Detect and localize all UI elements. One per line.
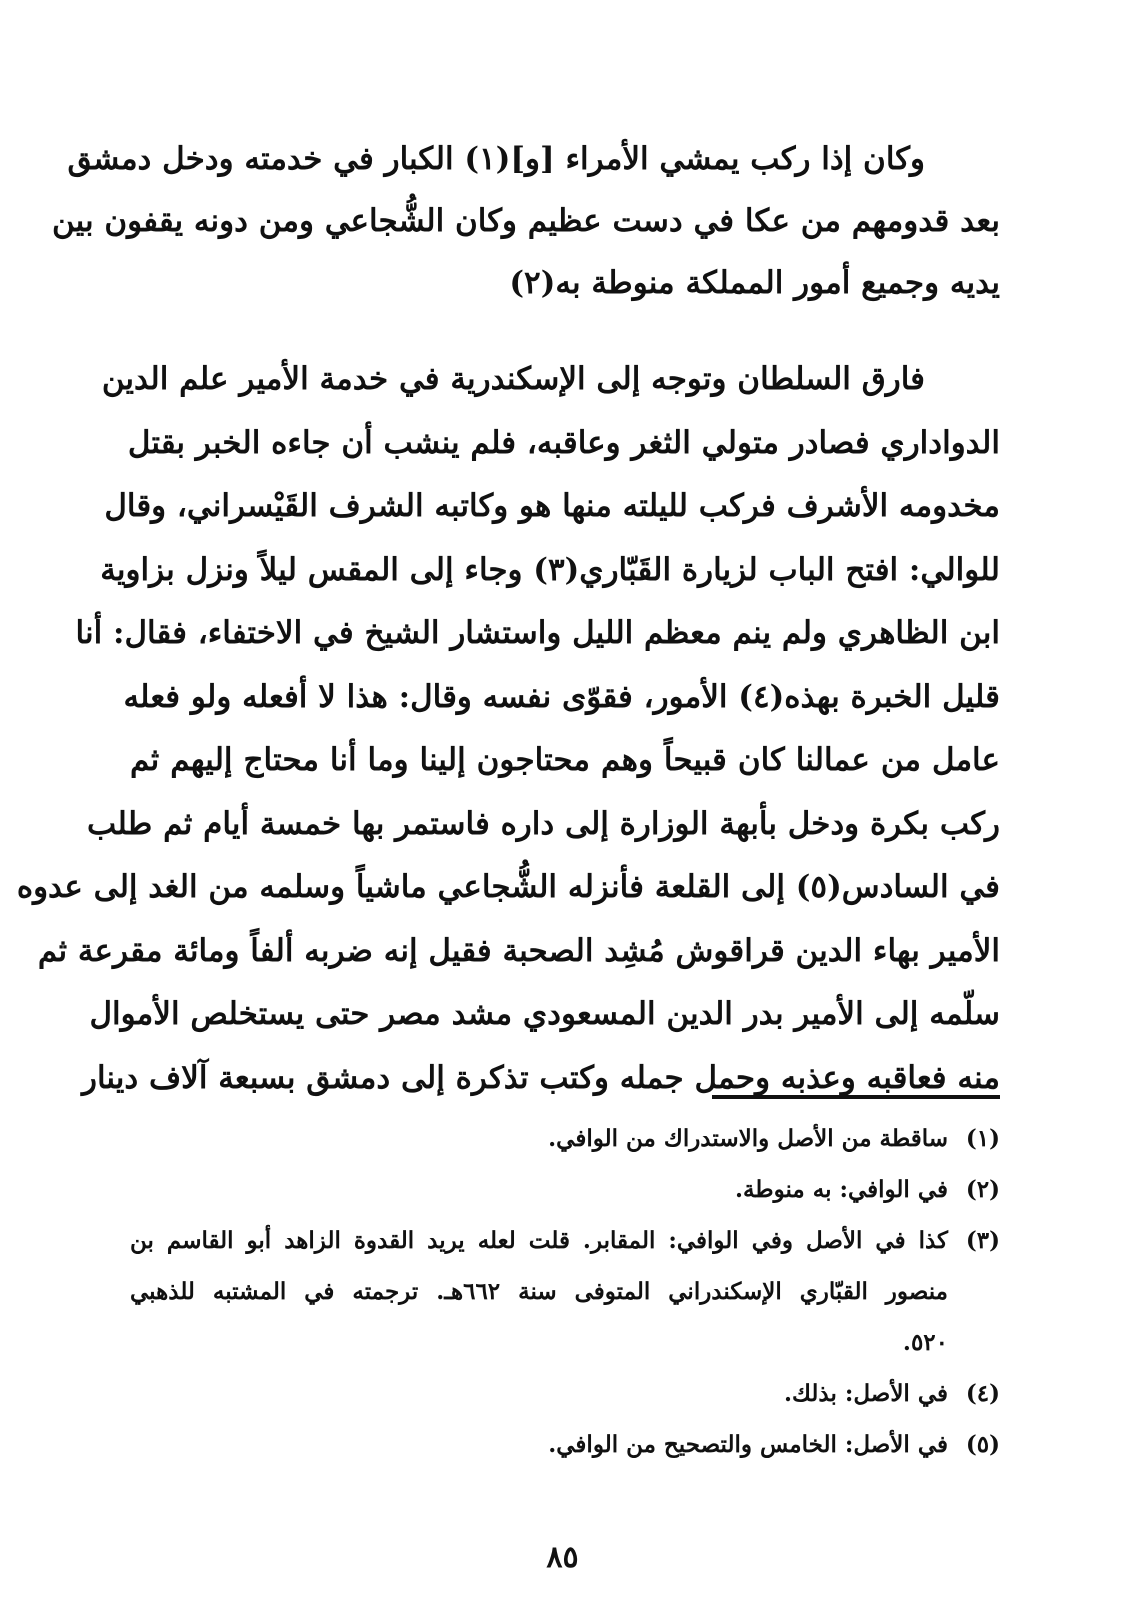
paragraph-line: عامل من عمالنا كان قبيحاً وهم محتاجون إلينا وما أنا محتاج إليهم ثم — [130, 742, 1000, 778]
footnote-divider — [712, 1095, 1000, 1099]
paragraph-line: في السادس(٥) إلى القلعة فأنزله الشُّجاعي ماشياً وسلمه من الغد إلى عدوه — [16, 869, 1000, 905]
footnote-text: في الأصل: بذلك. — [784, 1380, 948, 1407]
paragraph-line: للوالي: افتح الباب لزيارة القَبّاري(٣) وجاء إلى المقس ليلاً ونزل بزاوية — [100, 551, 1000, 588]
paragraph-line: وكان إذا ركب يمشي الأمراء [و](١) الكبار في خدمته ودخل دمشق — [67, 141, 925, 177]
footnote-number: (٢) — [965, 1176, 1000, 1203]
footnote-number: (٥) — [965, 1431, 1000, 1458]
footnotes — [130, 1113, 1000, 1470]
paragraph-line: ابن الظاهري ولم ينم معظم الليل واستشار الشيخ في الاختفاء، فقال: أنا — [75, 615, 1000, 651]
footnote-4 — [130, 1368, 1000, 1419]
paragraph-1 — [52, 128, 1000, 314]
paragraph-line: منه فعاقبه وعذبه وحمل جمله وكتب تذكرة إلى دمشق بسبعة آلاف دينار — [82, 1059, 1000, 1096]
page-number: ٨٥ — [546, 1540, 579, 1575]
paragraph-line: ركب بكرة ودخل بأبهة الوزارة إلى داره فاستمر بها خمسة أيام ثم طلب — [86, 805, 1000, 842]
footnote-3 — [130, 1215, 1000, 1368]
footnote-number: (٣) — [965, 1227, 1000, 1254]
paragraph-line: فارق السلطان وتوجه إلى الإسكندرية في خدمة الأمير علم الدين — [101, 361, 925, 397]
footnote-5 — [130, 1419, 1000, 1470]
footnote-text: في الأصل: الخامس والتصحيح من الوافي. — [548, 1431, 948, 1458]
footnote-2 — [130, 1164, 1000, 1215]
footnote-text: ٥٢٠. — [902, 1329, 948, 1356]
paragraph-line: سلّمه إلى الأمير بدر الدين المسعودي مشد مصر حتى يستخلص الأموال — [89, 996, 1000, 1032]
paragraph-line: قليل الخبرة بهذه(٤) الأمور، فقوّى نفسه وقال: هذا لا أفعله ولو فعله — [123, 678, 1000, 715]
footnote-text: ساقطة من الأصل والاستدراك من الوافي. — [548, 1125, 948, 1152]
footnote-number: (١) — [965, 1125, 1000, 1152]
footnote-text: منصور القبّاري الإسكندراني المتوفى سنة ٦٦٢هـ. ترجمته في المشتبه للذهبي — [130, 1278, 948, 1305]
footnote-number: (٤) — [965, 1380, 1000, 1407]
paragraph-2 — [16, 348, 1000, 1110]
paragraph-line: بعد قدومهم من عكا في دست عظيم وكان الشُّجاعي ومن دونه يقفون بين — [52, 203, 1000, 239]
footnote-text: في الوافي: به منوطة. — [734, 1176, 948, 1203]
footnote-text: كذا في الأصل وفي الوافي: المقابر. قلت لعله يريد القدوة الزاهد أبو القاسم بن — [130, 1227, 948, 1254]
paragraph-line: الأمير بهاء الدين قراقوش مُشِد الصحبة فقيل إنه ضربه ألفاً ومائة مقرعة ثم — [37, 932, 1000, 969]
paragraph-line: مخدومه الأشرف فركب لليلته منها هو وكاتبه الشرف القَيْسراني، وقال — [104, 488, 1000, 524]
paragraph-line: الدواداري فصادر متولي الثغر وعاقبه، فلم ينشب أن جاءه الخبر بقتل — [127, 424, 1000, 461]
footnote-1 — [130, 1113, 1000, 1164]
paragraph-line: يديه وجميع أمور المملكة منوطة به(٢) — [509, 265, 1000, 301]
